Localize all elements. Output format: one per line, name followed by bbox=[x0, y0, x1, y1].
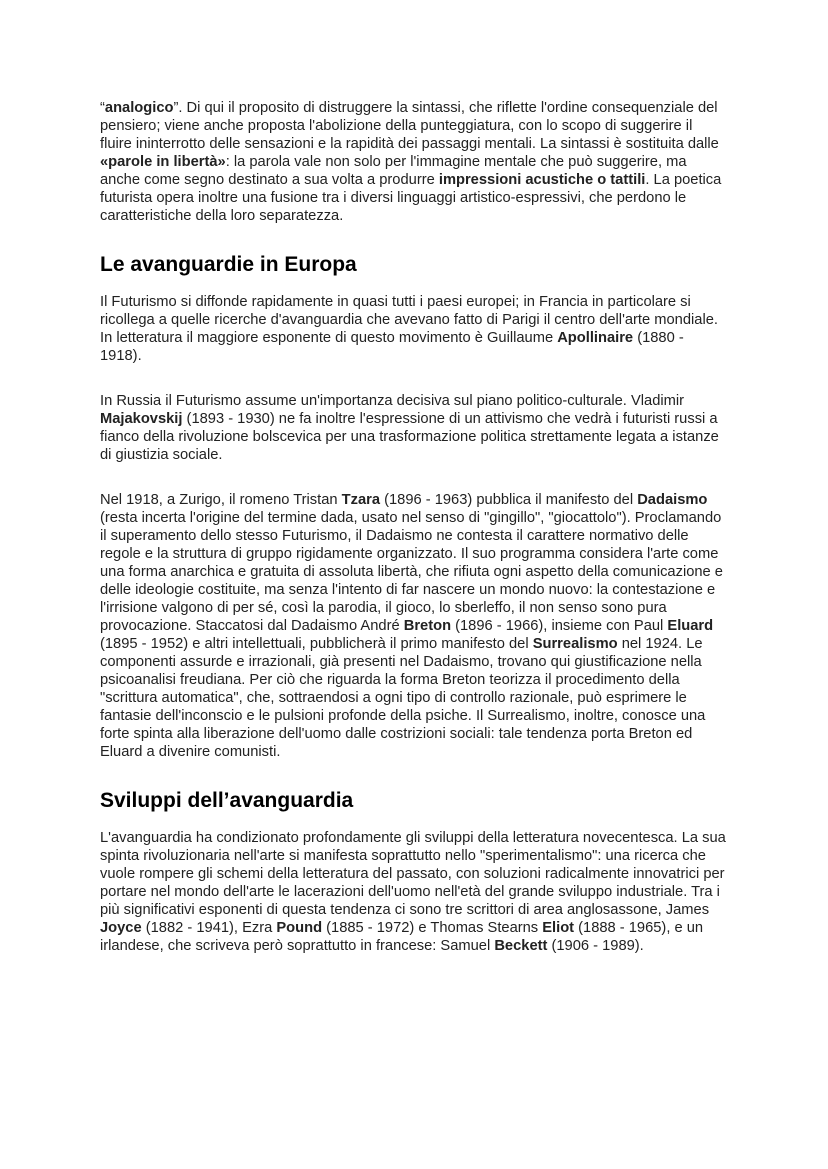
text-run: . La poetica futurista opera inoltre una fusione tra i diversi linguaggi artistico-espressivi, che perdono le caratteristiche della loro separatezza. bbox=[100, 172, 722, 224]
bold-text-run: Beckett bbox=[494, 938, 548, 954]
bold-text-run: Tzara bbox=[341, 492, 381, 508]
bold-text-run: Majakovskij bbox=[100, 411, 183, 427]
text-run: nel 1924. Le componenti assurde e irrazionali, già presenti nel Dadaismo, trovano qui giustificazione nella psicoanalisi freudiana. Per ciò che riguarda la forma Breton teorizza il procedimento della "scrittura automatica", che, sottraendosi a ogni tipo di controllo razionale, può esprimere le fantasie dell'inconscio e le pulsioni profonde della psiche. Il Surrealismo, inoltre, conosce una forte spinta alla liberazione dell'uomo dalle costrizioni sociali: tale tendenza porta Breton ed Eluard a divenire comunisti. bbox=[100, 636, 706, 760]
section-heading: Sviluppi dell’avanguardia bbox=[100, 789, 354, 812]
bold-text-run: Eliot bbox=[542, 920, 575, 936]
bold-text-run: Breton bbox=[403, 618, 452, 634]
paragraph bbox=[100, 829, 728, 955]
paragraph bbox=[100, 99, 728, 225]
document-body bbox=[100, 99, 728, 955]
bold-text-run: «parole in libertà» bbox=[100, 154, 226, 170]
text-run: (1895 - 1952) e altri intellettuali, pubblicherà il primo manifesto del bbox=[100, 636, 533, 652]
text-run: (1896 - 1966), insieme con Paul bbox=[451, 618, 668, 634]
bold-text-run: analogico bbox=[104, 100, 174, 116]
text-run: (1893 - 1930) ne fa inoltre l'espressione di un attivismo che vedrà i futuristi russi a fianco della rivoluzione bolscevica per una trasformazione politica strettamente legata a istanze di giustizia sociale. bbox=[100, 411, 719, 463]
bold-text-run: Pound bbox=[276, 920, 323, 936]
text-run: (1880 - 1918). bbox=[100, 330, 684, 364]
bold-text-run: Eluard bbox=[667, 618, 714, 634]
text-run: (1896 - 1963) pubblica il manifesto del bbox=[380, 492, 638, 508]
text-run: : la parola vale non solo per l'immagine mentale che può suggerire, ma anche come segno destinato a sua volta a produrre bbox=[100, 154, 687, 188]
text-run: Il Futurismo si diffonde rapidamente in quasi tutti i paesi europei; in Francia in particolare si ricollega a quelle ricerche d'avanguardia che avevano fatto di Parigi il centro dell'arte mondiale. In letteratura il maggiore esponente di questo movimento è Guillaume bbox=[100, 294, 718, 346]
paragraph bbox=[100, 491, 728, 761]
paragraph bbox=[100, 293, 728, 365]
text-run: Nel 1918, a Zurigo, il romeno Tristan bbox=[100, 492, 342, 508]
text-run: “ bbox=[100, 100, 105, 116]
text-run: (1885 - 1972) e Thomas Stearns bbox=[322, 920, 543, 936]
bold-text-run: impressioni acustiche o tattili bbox=[438, 172, 646, 188]
bold-text-run: Joyce bbox=[100, 920, 142, 936]
text-run: (1888 - 1965), e un irlandese, che scriveva però soprattutto in francese: Samuel bbox=[100, 920, 704, 954]
text-run: ”. Di qui il proposito di distruggere la sintassi, che riflette l'ordine consequenziale del pensiero; viene anche proposta l'abolizione della punteggiatura, con lo scopo di suggerire il fluire ininterrotto delle sensazioni e la rapidità dei passaggi mentali. La sintassi è sostituita dalle bbox=[100, 100, 719, 152]
bold-text-run: Dadaismo bbox=[637, 492, 708, 508]
bold-text-run: Surrealismo bbox=[532, 636, 618, 652]
text-run: (1906 - 1989). bbox=[547, 938, 644, 954]
section-heading: Le avanguardie in Europa bbox=[100, 253, 357, 276]
text-run: L'avanguardia ha condizionato profondamente gli sviluppi della letteratura novecentesca. La sua spinta rivoluzionaria nell'arte si manifesta soprattutto nello "sperimentalismo": una ricerca che vuole rompere gli schemi della letteratura del passato, con soluzioni radicalmente innovatrici per portare nel mondo dell'arte le lacerazioni dell'uomo nell'età del grande sviluppo industriale. Tra i più significativi esponenti di questa tendenza ci sono tre scrittori di area anglosassone, James bbox=[100, 830, 726, 918]
bold-text-run: Apollinaire bbox=[557, 330, 634, 346]
text-run: In Russia il Futurismo assume un'importanza decisiva sul piano politico-culturale. Vladimir bbox=[100, 393, 685, 409]
text-run: (resta incerta l'origine del termine dada, usato nel senso di "gingillo", "giocattolo"). Proclamando il superamento dello stesso Futurismo, il Dadaismo ne contesta il carattere normativo delle regole e la struttura di gruppo rigidamente organizzato. Il suo programma considera l'arte come una forma anarchica e gratuita di assoluta libertà, che rifiuta ogni aspetto della comunicazione e delle ideologie costituite, ma senza l'intento di far nascere un mondo nuovo: la contestazione e l'irrisione valgono di per sé, così la parodia, il gioco, lo sberleffo, il non senso sono pura provocazione. Staccatosi dal Dadaismo André bbox=[100, 510, 723, 634]
paragraph bbox=[100, 392, 728, 464]
text-run: (1882 - 1941), Ezra bbox=[141, 920, 277, 936]
